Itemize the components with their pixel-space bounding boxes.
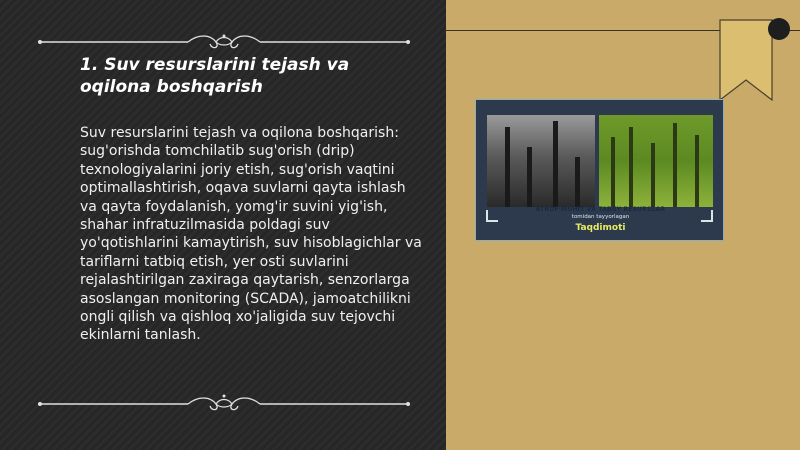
image-caption-label: Taqdimoti [575, 223, 626, 233]
image-caption-title: ATROF-MUHIT VA TABIIY RESURSLAR [535, 206, 666, 213]
forest-photo [599, 115, 713, 207]
image-caption-subtitle: tomidan tayyorlagan [571, 214, 630, 220]
bottom-ornament-divider [38, 392, 410, 412]
deforested-photo [487, 115, 595, 207]
bookmark-ribbon-icon [718, 18, 774, 102]
slide-title: 1. Suv resurslarini tejash va oqilona boshqarish [80, 55, 350, 97]
top-ornament-divider [38, 32, 410, 52]
slide-body-text: Suv resurslarini tejash va oqilona boshqarish: sug'orishda tomchilatib sug'orish (drip) texnologiyalarini joriy etish, sug'orish vaqtini optimallashtirish, oqava suvlarni qayta ishlash va qayta foydalanish, yomg'ir suvini yig'ish, shahar infratuzilmasida poldagi suv yo'qotishlarini kamaytirish, suv hisoblagichlar va tariflarni tatbiq etish, yer osti suvlarini rejalashtirilgan zaxiraga qaytarish, senzorlarga asoslangan monitoring (SCADA), jamoatchilikni ongli qilish va qishloq xo'jaligida suv tejovchi ekinlarni tanlash. [80, 125, 422, 344]
environment-photo [475, 99, 724, 241]
dark-circle-icon [768, 18, 790, 40]
